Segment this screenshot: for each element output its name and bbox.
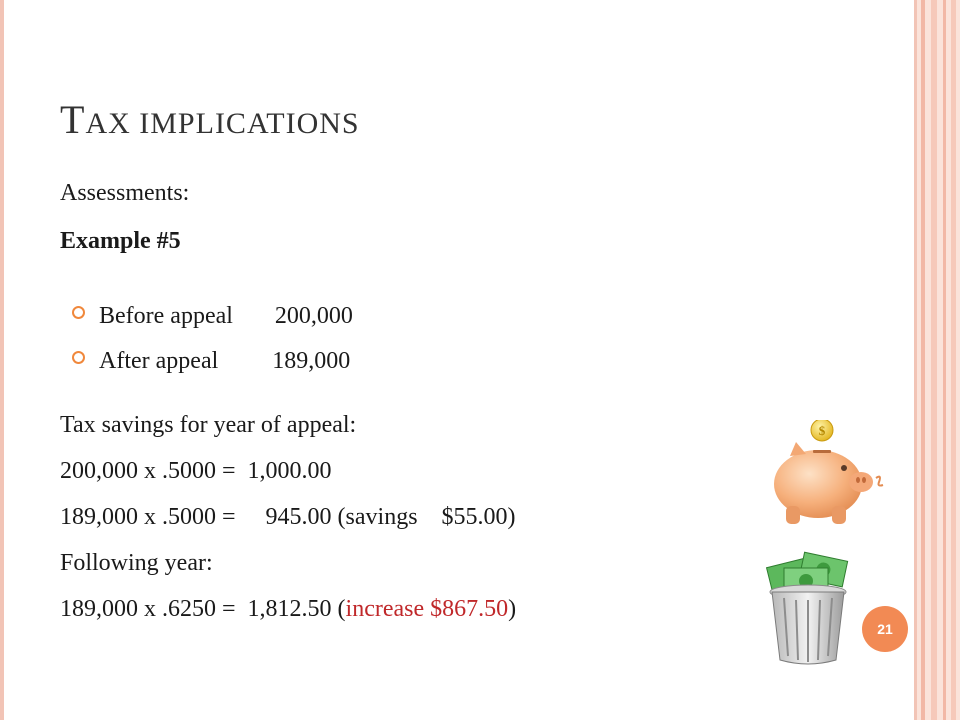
svg-text:$: $ [818,423,826,438]
following-label: Following year: [60,550,213,576]
slide-title: TAX IMPLICATIONS [60,97,360,142]
bullet-marker [72,351,85,364]
bullet-marker [72,306,85,319]
example-label: Example #5 [60,228,181,254]
decorative-stripes [917,0,960,720]
increase-highlight: increase $867.50 [345,596,509,622]
calc-line-1: 200,000 x .5000 = 1,000.00 [60,458,332,484]
savings-heading: Tax savings for year of appeal: [60,412,357,438]
assessments-label: Assessments: [60,180,190,206]
bullet-after-appeal: After appeal 189,000 [60,321,350,375]
page-number-badge: 21 [862,606,908,652]
calc-line-2: 189,000 x .5000 = 945.00 (savings $55.00) [60,504,516,530]
money-trash-icon [760,548,860,668]
calc-line-3: 189,000 x .6250 = 1,812.50 (increase $867.50) [60,596,517,622]
piggy-bank-icon [768,420,886,530]
bullet-before-appeal: Before appeal 200,000 [60,276,353,330]
